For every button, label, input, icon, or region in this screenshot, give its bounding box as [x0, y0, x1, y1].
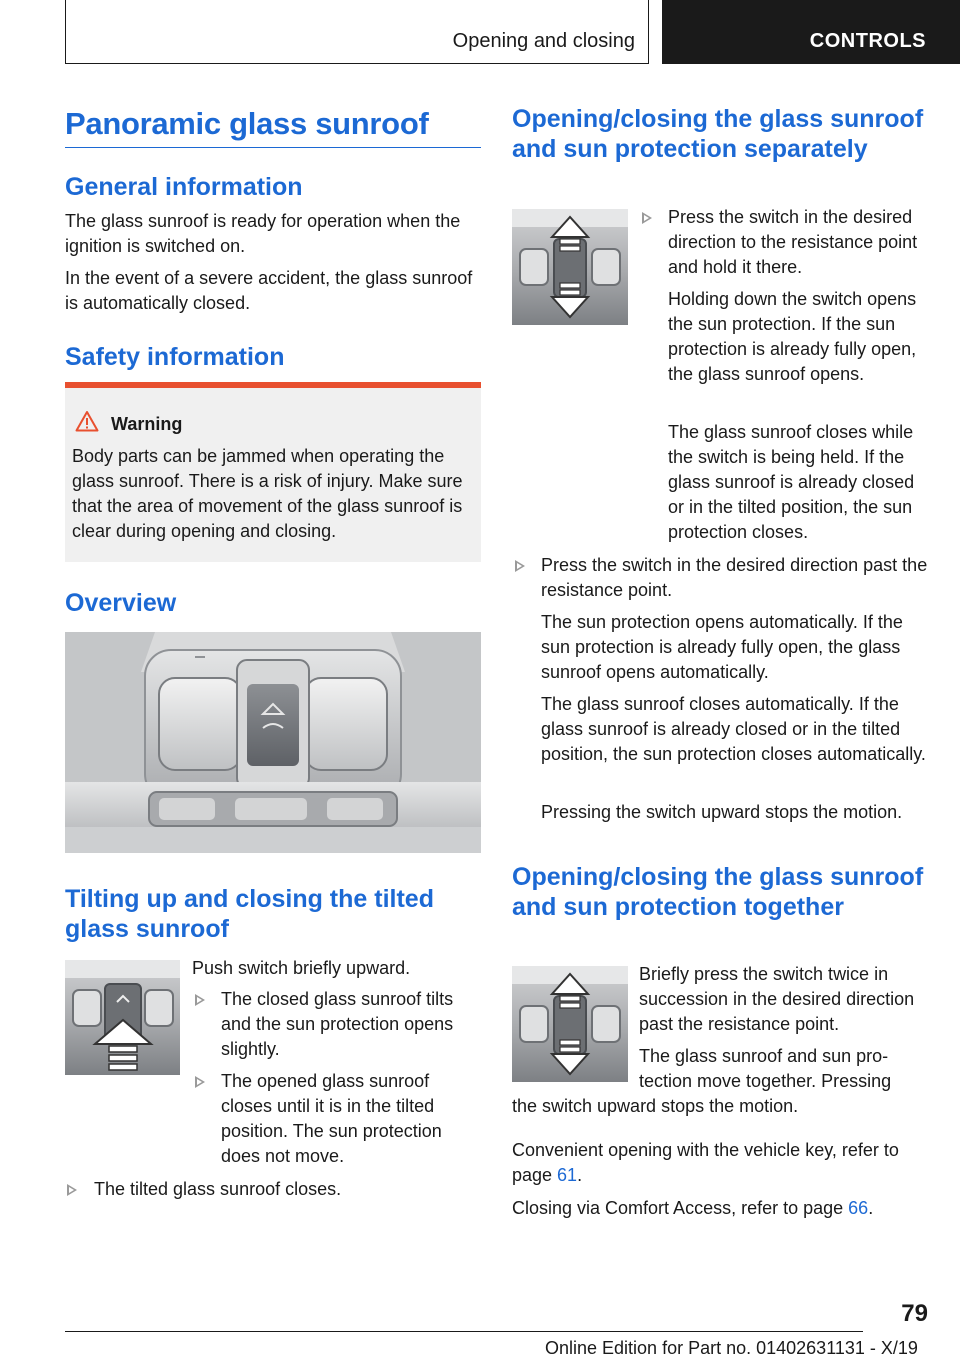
tilt-switch-illustration [65, 960, 180, 1075]
overview-photo [65, 632, 481, 853]
header-section-title: Opening and closing [452, 30, 635, 52]
comfort-reference: Closing via Comfort Access, refer to page 66. [512, 1198, 874, 1218]
separately-b2-text-4: Pressing the switch upward stops the motion. [541, 802, 903, 822]
safety-heading: Safety information [65, 343, 285, 371]
tilting-subbullet-1: The closed glass sunroof tilts and the sun protection opens slightly. [221, 989, 454, 1059]
separately-b1-text-1: Press the switch in the desired direction to the resistance point and hold it there. [668, 207, 918, 277]
separate-switch-photo [512, 209, 628, 325]
warning-triangle-icon [75, 410, 99, 432]
header-divider-right [648, 0, 649, 64]
tilt-switch-photo [65, 960, 180, 1075]
separately-heading: Opening/closing the glass sunroof and sun protection separately [512, 105, 924, 163]
warning-box [65, 382, 481, 562]
roof-console-illustration [65, 632, 481, 853]
together-text-1: Briefly press the switch twice in succession in the desired direction past the resistance point. [639, 964, 915, 1034]
together-switch-photo [512, 966, 628, 1082]
together-heading: Opening/closing the glass sunroof and sun protection together [512, 863, 924, 921]
warning-text: Body parts can be jammed when operating the glass sunroof. There is a risk of injury. Make sure that the area of movement of the glass sunroof is clear during opening and closing. [72, 446, 463, 541]
together-switch-illustration [512, 966, 628, 1082]
key-reference-text: Convenient opening with the vehicle key, refer to page [512, 1140, 899, 1185]
key-reference: Convenient opening with the vehicle key, refer to page 61. [512, 1140, 899, 1185]
separately-b2-text-3: The glass sunroof closes automatically. If the glass sunroof is already closed or in the tilted position, the sun protection closes automatically. [541, 694, 926, 764]
general-text-1: The glass sunroof is ready for operation when the ignition is switched on. [65, 211, 461, 256]
separately-b2-text-1: Press the switch in the desired direction past the resistance point. [541, 555, 928, 600]
warning-title: Warning [111, 414, 183, 434]
tilting-intro: Push switch briefly upward. [192, 958, 411, 978]
separately-b2-text-2: The sun protection opens automatically. If the sun protection is already fully open, the glass sunroof opens automatically. [541, 612, 903, 682]
header-chapter-label: CONTROLS [809, 30, 926, 52]
separately-b1-text-2: Holding down the switch opens the sun protection. If the sun protection is already fully open, the glass sunroof opens. [668, 289, 917, 384]
page-title: Panoramic glass sunroof [65, 106, 429, 141]
footer-edition: Online Edition for Part no. 01402631131 - X/19 [545, 1338, 918, 1358]
bullet-marker [195, 994, 205, 1006]
together-text-2a: The glass sunroof and sun protection move together. Pressing [639, 1046, 892, 1091]
tilting-subbullet-2: The opened glass sunroof closes until it is in the tilted position. The sun protection does not move. [221, 1071, 442, 1166]
together-text-2b: the switch upward stops the motion. [512, 1096, 799, 1116]
footer-rule [65, 1331, 863, 1332]
key-page-link[interactable]: 61 [557, 1165, 578, 1185]
bullet-marker [195, 1076, 205, 1088]
tilting-heading: Tilting up and closing the tilted glass sunroof [65, 885, 434, 943]
tilting-bullet: The tilted glass sunroof closes. [94, 1179, 342, 1199]
comfort-reference-text: Closing via Comfort Access, refer to page [512, 1198, 849, 1218]
page-number: 79 [901, 1300, 928, 1327]
comfort-page-link[interactable]: 66 [848, 1198, 869, 1218]
general-text-2: In the event of a severe accident, the glass sunroof is automatically closed. [65, 268, 473, 313]
general-heading: General information [65, 173, 303, 201]
bullet-marker [642, 212, 652, 224]
header-chapter-tab [662, 0, 960, 64]
separately-b1-text-3: The glass sunroof closes while the switch is being held. If the glass sunroof is already closed or in the tilted position, the sun protection closes. [668, 422, 915, 542]
overview-heading: Overview [65, 589, 177, 617]
header-rule [65, 63, 649, 64]
header-divider-left [65, 0, 66, 64]
separate-switch-illustration [512, 209, 628, 325]
bullet-marker [515, 560, 525, 572]
title-rule [65, 147, 481, 148]
bullet-marker [67, 1184, 77, 1196]
